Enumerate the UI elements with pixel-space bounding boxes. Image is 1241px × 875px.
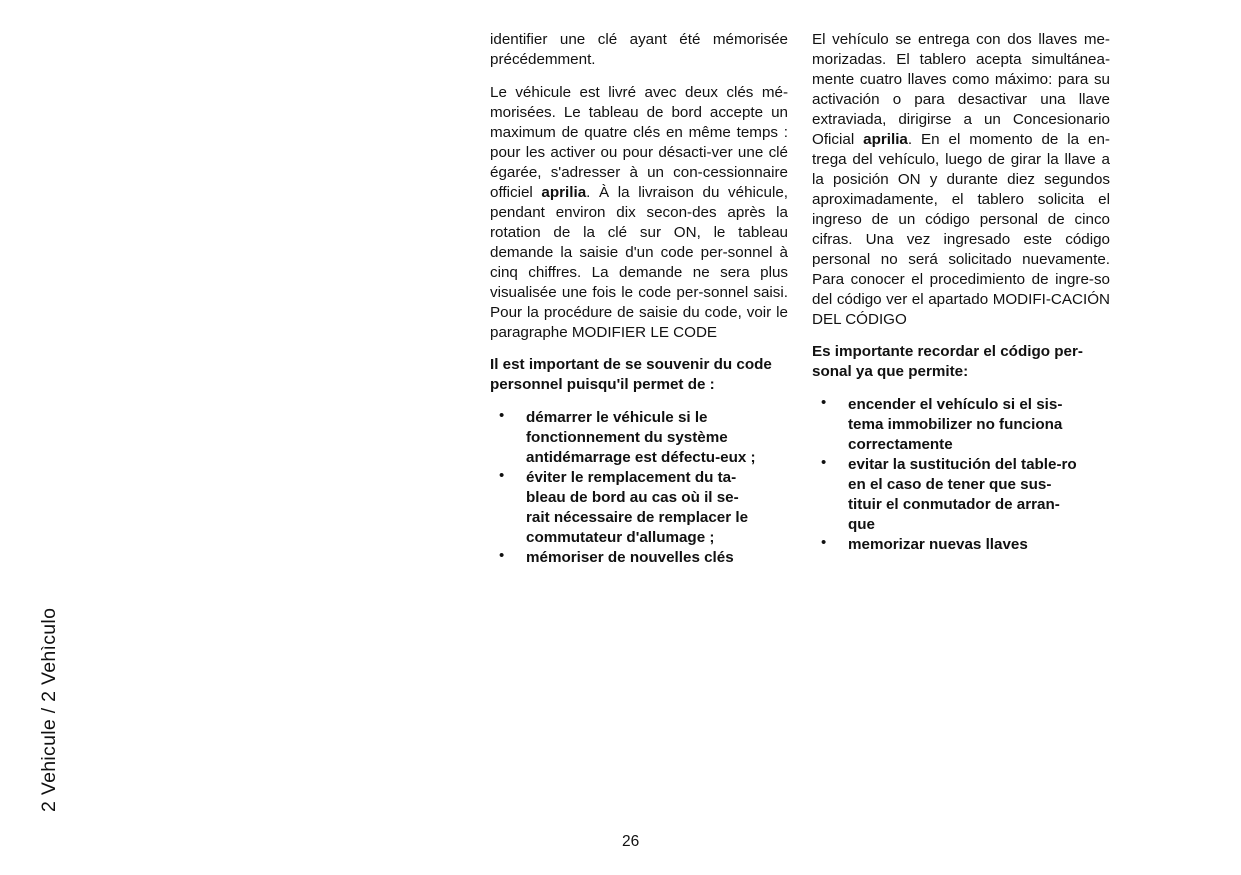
spanish-brand-name: aprilia	[863, 131, 908, 148]
french-bullet-item	[490, 548, 788, 568]
french-bullet-item	[490, 468, 788, 548]
french-paragraph-2	[490, 83, 788, 343]
bullet-icon: •	[821, 394, 827, 411]
spanish-paragraph-1-start: El vehículo se entrega con dos llaves me-morizadas. El tablero acepta simultánea-mente cuatro llaves como máximo: para su activación o para desactivar una llave extraviada, dirigirse a un Concesionario Oficial	[812, 31, 1110, 148]
french-bullet-text: mémoriser de nouvelles clés	[526, 549, 734, 566]
french-paragraph-2-start: Le véhicule est livré avec deux clés mé-morisées. Le tableau de bord accepte un maximum de quatre clés en même temps : pour les activer ou pour désacti-ver une clé égarée, s'adresser à un con-cessionnaire officiel	[490, 84, 788, 201]
bullet-icon: •	[821, 454, 827, 471]
french-lead-statement: Il est important de se souvenir du code personnel puisqu'il permet de :	[490, 356, 772, 393]
section-side-label: 2 Vehicule / 2 Vehìculo	[38, 607, 60, 812]
bullet-icon: •	[821, 534, 827, 551]
french-bullet-text: démarrer le véhicule si le fonctionnement du système antidémarrage est défectu-eux ;	[526, 409, 756, 466]
french-paragraph-1: identifier une clé ayant été mémorisée précédemment.	[490, 31, 788, 68]
spanish-column	[812, 30, 1110, 555]
spanish-bullet-text: encender el vehículo si el sis-tema immobilizer no funciona correctamente	[848, 396, 1063, 453]
spanish-bullet-item	[812, 535, 1110, 555]
spanish-lead-statement: Es importante recordar el código per-sonal ya que permite:	[812, 343, 1083, 380]
spanish-bullet-text: memorizar nuevas llaves	[848, 536, 1028, 553]
bullet-icon: •	[499, 547, 505, 564]
bullet-icon: •	[499, 407, 505, 424]
french-column	[490, 30, 788, 568]
bullet-icon: •	[499, 467, 505, 484]
spanish-bullet-text: evitar la sustitución del table-ro en el caso de tener que sus-tituir el conmutador de arran-que	[848, 456, 1077, 533]
spanish-bullet-item	[812, 395, 1110, 455]
spanish-bullet-item	[812, 455, 1110, 535]
page-number: 26	[622, 833, 640, 850]
french-paragraph-2-end: . À la livraison du véhicule, pendant environ dix secon-des après la rotation de la clé sur ON, le tableau demande la saisie d'un code per-sonnel à cinq chiffres. La demande ne sera plus visualisée une fois le code per-sonnel saisi. Pour la procédure de saisie du code, voir le paragraphe MODIFIER LE CODE	[490, 184, 788, 341]
spanish-bullet-list	[812, 395, 1110, 555]
french-bullet-text: éviter le remplacement du ta-bleau de bord au cas où il se-rait nécessaire de remplacer le commutateur d'allumage ;	[526, 469, 749, 546]
spanish-paragraph-1	[812, 30, 1110, 330]
french-brand-name: aprilia	[541, 184, 587, 201]
french-bullet-list	[490, 408, 788, 568]
spanish-paragraph-1-end: . En el momento de la en-trega del vehículo, luego de girar la llave a la posición ON y durante diez segundos aproximadamente, el tablero solicita el ingreso de un código personal de cinco cifras. Una vez ingresado este código personal no será solicitado nuevamente. Para conocer el procedimiento de ingre-so del código ver el apartado MODIFI-CACIÓN DEL CÓDIGO	[812, 131, 1110, 328]
french-bullet-item	[490, 408, 788, 468]
